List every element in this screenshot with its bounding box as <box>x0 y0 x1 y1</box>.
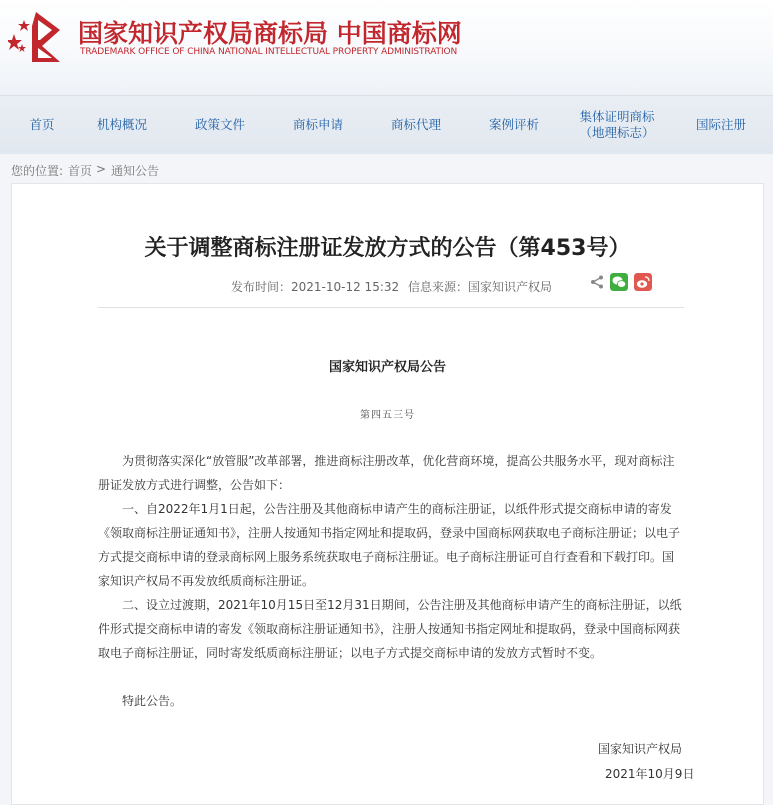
breadcrumb-home-link[interactable]: 首页 <box>68 164 93 178</box>
article-title: 关于调整商标注册证发放方式的公告（第453号） <box>144 236 631 261</box>
breadcrumb <box>0 153 773 185</box>
nav-item-collective-marks[interactable]: 集体证明商标 （地理标志） <box>579 109 655 140</box>
nav-item-home[interactable]: 首页 <box>29 117 55 132</box>
nav-item-policy[interactable]: 政策文件 <box>194 117 245 132</box>
cnipa-logo-icon <box>8 12 72 62</box>
wechat-icon[interactable] <box>610 273 628 291</box>
weibo-icon[interactable] <box>634 273 652 291</box>
nav-item-about[interactable]: 机构概况 <box>96 117 147 132</box>
article-container <box>11 183 764 805</box>
announcement-number: 第四五三号 <box>360 410 415 421</box>
nav-item-agency[interactable]: 商标代理 <box>390 117 441 132</box>
breadcrumb-prefix: 您的位置: <box>11 164 64 178</box>
title-divider <box>98 307 684 308</box>
publish-time: 发布时间：2021-10-12 15:32 <box>231 280 400 294</box>
paragraph-item-1: 一、自2022年1月1日起，公告注册及其他商标申请产生的商标注册证，以纸件形式提交商标申请的寄发《领取商标注册证通知书》，注册人按通知书指定网址和提取码，登录中国商标网获取电子商标注册证；以电子方式提交商标申请的登录商标网上服务系统获取电子商标注册证。电子商标注册证可自行查看和下载打印。国家知识产权局不再发放纸质商标注册证。 <box>98 502 681 588</box>
site-header <box>0 0 773 95</box>
info-source: 信息来源：国家知识产权局 <box>408 280 553 294</box>
nav-item-cases[interactable]: 案例评析 <box>488 117 539 132</box>
paragraph-item-2: 二、设立过渡期，2021年10月15日至12月31日期间，公告注册及其他商标申请产生的商标注册证，以纸件形式提交商标申请的寄发《领取商标注册证通知书》，注册人按通知书指定网址和提取码，登录中国商标网获取电子商标注册证，同时寄发纸质商标注册证；以电子方式提交商标申请的发放方式暂时不变。 <box>98 598 682 660</box>
breadcrumb-separator: > <box>96 162 107 176</box>
paragraph-closing: 特此公告。 <box>122 694 183 708</box>
site-subtitle: TRADEMARK OFFICE OF CHINA NATIONAL INTELLECTUAL PROPERTY ADMINISTRATION <box>80 47 458 57</box>
nav-item-application[interactable]: 商标申请 <box>292 117 343 132</box>
paragraph-intro: 为贯彻落实深化“放管服”改革部署，推进商标注册改革，优化营商环境，提高公共服务水平，现对商标注册证发放方式进行调整，公告如下： <box>98 454 675 492</box>
main-nav <box>0 95 773 154</box>
site-title: 国家知识产权局商标局 中国商标网 <box>78 19 462 48</box>
nav-item-international[interactable]: 国际注册 <box>695 117 746 132</box>
breadcrumb-current[interactable]: 通知公告 <box>111 164 160 178</box>
share-icon[interactable] <box>588 273 606 291</box>
signature-org: 国家知识产权局 <box>598 742 683 756</box>
announcement-org: 国家知识产权局公告 <box>328 360 446 375</box>
signature-date: 2021年10月9日 <box>605 767 695 781</box>
